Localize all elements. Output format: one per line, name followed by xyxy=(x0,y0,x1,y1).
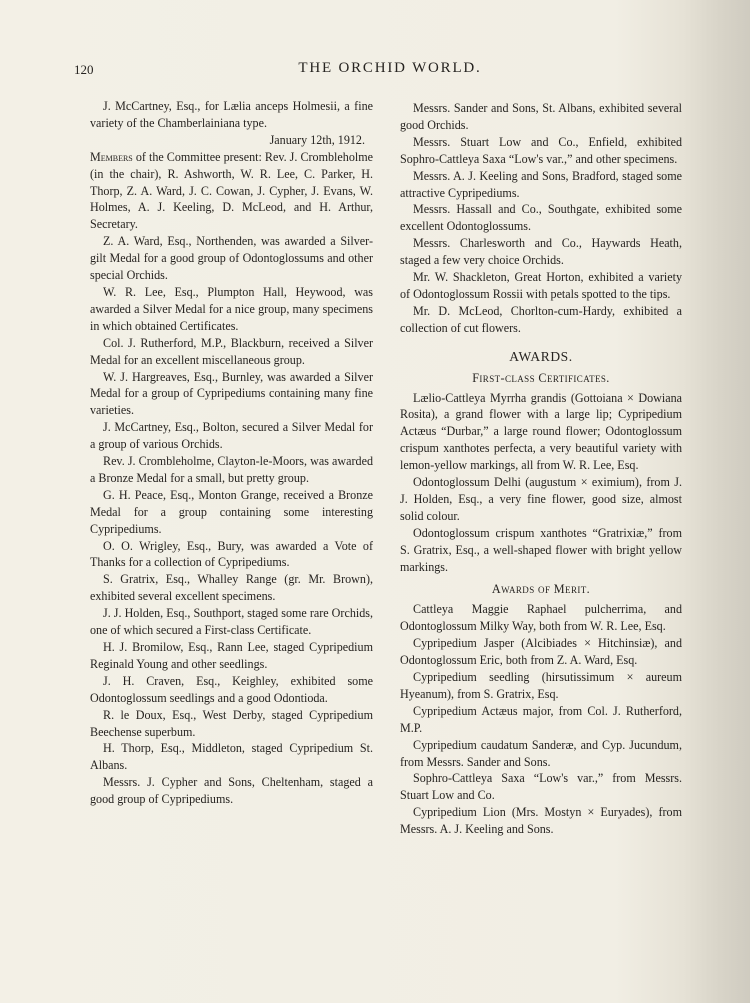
paragraph: Mr. D. McLeod, Chorlton-cum-Hardy, exhibited a collection of cut flowers. xyxy=(400,303,682,335)
paragraph: R. le Doux, Esq., West Derby, staged Cypripedium Beechense superbum. xyxy=(90,707,373,739)
paragraph: J. McCartney, Esq., for Lælia anceps Holmesii, a fine variety of the Chamberlainiana type. xyxy=(90,99,373,130)
certificate-entry: Lælio-Cattleya Myrrha grandis (Gottoiana × Dowiana Rosita), a grand flower with a large lip; Cypripedium Actæus “Durbar,” a large round flower; Odontoglossum crispum xanthotes perfecta, a very beautiful variety with lemon-yellow markings, all from W. R. Lee, Esq. xyxy=(400,390,682,473)
paragraph: Z. A. Ward, Esq., Northenden, was awarded a Silver-gilt Medal for a good group of Odontoglossums and other special Orchids. xyxy=(90,234,373,283)
paragraph: Messrs. J. Cypher and Sons, Cheltenham, staged a good group of Cypripediums. xyxy=(90,775,373,807)
left-column xyxy=(90,98,373,808)
paragraph: Col. J. Rutherford, M.P., Blackburn, received a Silver Medal for an excellent miscellaneous group. xyxy=(90,335,373,367)
merit-entry: Cypripedium caudatum Sanderæ, and Cyp. Jucundum, from Messrs. Sander and Sons. xyxy=(400,737,682,769)
paragraph: J. H. Craven, Esq., Keighley, exhibited some Odontoglossum seedlings and a good Odontioda. xyxy=(90,673,373,705)
merit-entry: Sophro-Cattleya Saxa “Low's var.,” from Messrs. Stuart Low and Co. xyxy=(400,771,682,803)
members-text: of the Committee present: Rev. J. Crombleholme (in the chair), R. Ashworth, W. R. Lee, C. Parker, H. Thorp, Z. A. Ward, J. C. Cowan, J. Cypher, J. Evans, W. Holmes, A. J. Keeling, D. McLeod, and H. Arthur, Secretary. xyxy=(90,149,374,232)
merit-entry: Cypripedium Lion (Mrs. Mostyn × Euryades), from Messrs. A. J. Keeling and Sons. xyxy=(400,805,682,837)
paragraph: H. Thorp, Esq., Middleton, staged Cypripedium St. Albans. xyxy=(90,741,373,773)
paragraph: Messrs. Sander and Sons, St. Albans, exhibited several good Orchids. xyxy=(400,101,682,132)
committee-members-paragraph xyxy=(90,149,373,234)
paragraph: O. O. Wrigley, Esq., Bury, was awarded a Vote of Thanks for a collection of Cypripediums. xyxy=(90,538,373,570)
paragraph: W. R. Lee, Esq., Plumpton Hall, Heywood, was awarded a Silver Medal for a nice group, many specimens in which obtained Certificates. xyxy=(90,284,373,333)
paragraph: Mr. W. Shackleton, Great Horton, exhibited a variety of Odontoglossum Rossii with petals spotted to the tips. xyxy=(400,270,682,301)
paragraph: G. H. Peace, Esq., Monton Grange, received a Bronze Medal for a group containing some interesting Cypripediums. xyxy=(90,487,373,536)
paragraph: Messrs. Charlesworth and Co., Haywards Heath, staged a few very choice Orchids. xyxy=(400,236,682,268)
paragraph: S. Gratrix, Esq., Whalley Range (gr. Mr. Brown), exhibited several excellent specimens. xyxy=(90,572,373,604)
awards-heading: AWARDS. xyxy=(509,348,573,364)
paragraph: J. J. Holden, Esq., Southport, staged some rare Orchids, one of which secured a First-class Certificate. xyxy=(90,606,373,638)
merit-entry: Cypripedium seedling (hirsutissimum × aureum Hyeanum), from S. Gratrix, Esq. xyxy=(400,670,682,701)
paragraph: W. J. Hargreaves, Esq., Burnley, was awarded a Silver Medal for a group of Cypripediums containing many fine varieties. xyxy=(90,369,373,418)
first-class-certificates-heading: First-class Certificates. xyxy=(472,370,610,385)
merit-entry: Cypripedium Actæus major, from Col. J. Rutherford, M.P. xyxy=(400,703,682,735)
running-title: THE ORCHID WORLD. xyxy=(298,60,482,76)
meeting-date: January 12th, 1912. xyxy=(269,132,365,147)
paragraph: Rev. J. Crombleholme, Clayton-le-Moors, was awarded a Bronze Medal for a small, but pretty group. xyxy=(90,454,373,485)
paragraph: J. McCartney, Esq., Bolton, secured a Silver Medal for a group of various Orchids. xyxy=(90,420,373,452)
page-number: 120 xyxy=(74,62,94,77)
paragraph: H. J. Bromilow, Esq., Rann Lee, staged Cypripedium Reginald Young and other seedlings. xyxy=(90,640,373,671)
paragraph: Messrs. Stuart Low and Co., Enfield, exhibited Sophro-Cattleya Saxa “Low's var.,” and other specimens. xyxy=(400,134,682,166)
paragraph: Messrs. Hassall and Co., Southgate, exhibited some excellent Odontoglossums. xyxy=(400,202,682,234)
page-header xyxy=(0,58,700,78)
merit-entry: Cypripedium Jasper (Alcibiades × Hitchinsiæ), and Odontoglossum Eric, both from Z. A. Ward, Esq. xyxy=(400,636,682,668)
awards-of-merit-heading: Awards of Merit. xyxy=(491,582,591,597)
certificate-entry: Odontoglossum Delhi (augustum × eximium), from J. J. Holden, Esq., a very fine flower, good size, almost solid colour. xyxy=(400,475,682,523)
merit-entry: Cattleya Maggie Raphael pulcherrima, and Odontoglossum Milky Way, both from W. R. Lee, Esq. xyxy=(400,602,682,634)
paragraph: Messrs. A. J. Keeling and Sons, Bradford, staged some attractive Cypripediums. xyxy=(400,168,682,200)
right-column xyxy=(400,100,682,838)
members-lead-in: Members xyxy=(90,149,133,164)
certificate-entry: Odontoglossum crispum xanthotes “Gratrixiæ,” from S. Gratrix, Esq., a well-shaped flower with bright yellow markings. xyxy=(400,525,682,574)
